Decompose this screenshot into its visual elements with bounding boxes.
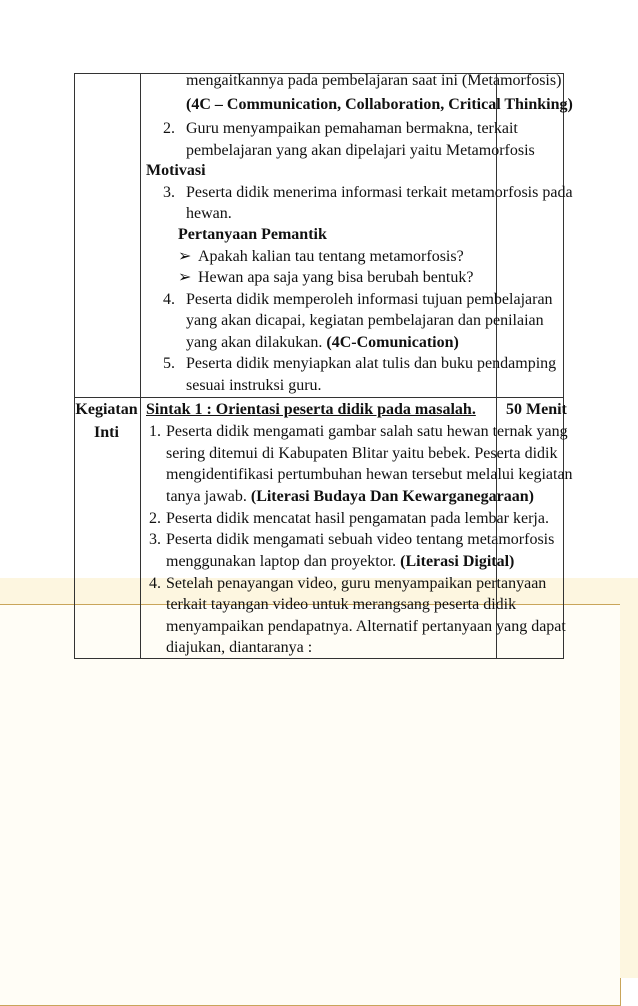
text-line: Peserta didik memperoleh informasi tujuan pembelajaran (186, 291, 553, 308)
arrow-bullet-icon: ➢ (178, 269, 192, 286)
text-line: terkait tayangan video untuk merangsang peserta didik (166, 596, 517, 613)
list-number: 4. (149, 575, 161, 592)
arrow-bullet-icon: ➢ (178, 248, 192, 265)
text-line (186, 335, 459, 351)
row-label-kegiatan: Kegiatan (75, 401, 138, 418)
background-frame (0, 604, 621, 1006)
duration-label: 50 Menit (506, 401, 567, 418)
text-span: yang akan dilakukan. (186, 334, 323, 351)
text-line (166, 489, 534, 505)
text-line: mengidentifikasi pertumbuhan hewan tersebut melalui kegiatan (166, 466, 573, 483)
text-line: sering ditemui di Kabupaten Blitar yaitu bebek. Peserta didik (166, 445, 558, 462)
text-line: Guru menyampaikan pemahaman bermakna, terkait (186, 120, 518, 137)
text-line (166, 554, 514, 570)
text-line: sesuai instruksi guru. (186, 377, 322, 394)
text-line: Peserta didik mengamati gambar salah satu hewan ternak yang (166, 423, 568, 440)
sintak-heading: Sintak 1 : Orientasi peserta didik pada masalah. (146, 401, 476, 418)
text-span: tanya jawab. (166, 488, 247, 505)
text-span-bold: (Literasi Budaya Dan Kewarganegaraan) (250, 488, 534, 505)
text-line: Peserta didik mencatat hasil pengamatan pada lembar kerja. (166, 510, 549, 527)
row-label-inti: Inti (94, 424, 119, 441)
question-item: Apakah kalian tau tentang metamorfosis? (198, 248, 464, 265)
question-item: Hewan apa saja yang bisa berubah bentuk? (198, 269, 474, 286)
text-line: Setelah penayangan video, guru menyampaikan pertanyaan (166, 575, 547, 592)
text-span-bold: (Literasi Digital) (400, 553, 515, 570)
text-line: yang akan dicapai, kegiatan pembelajaran dan penilaian (186, 312, 544, 329)
text-line: Peserta didik menerima informasi terkait metamorfosis pada (186, 184, 573, 201)
text-line-bold: (4C – Communication, Collaboration, Critical Thinking) (186, 96, 573, 113)
list-number: 2. (149, 510, 161, 527)
text-line: Peserta didik menyiapkan alat tulis dan buku pendamping (186, 355, 557, 372)
section-heading-pemantik: Pertanyaan Pemantik (178, 226, 327, 243)
text-span-bold: (4C-Comunication) (326, 334, 459, 351)
section-heading-motivasi: Motivasi (146, 162, 206, 179)
text-line: pembelajaran yang akan dipelajari yaitu Metamorfosis (186, 142, 535, 159)
text-line: Peserta didik mengamati sebuah video tentang metamorfosis (166, 531, 555, 548)
list-number: 4. (163, 291, 175, 308)
background-frame-edge (620, 578, 638, 978)
list-number: 3. (163, 184, 175, 201)
list-number: 1. (149, 423, 161, 440)
text-line: menyampaikan pendapatnya. Alternatif pertanyaan yang dapat (166, 618, 566, 635)
cell-opening-label (75, 74, 141, 398)
text-line: diajukan, diantaranya : (166, 639, 313, 656)
text-line: mengaitkannya pada pembelajaran saat ini (Metamorfosis) (186, 72, 562, 89)
list-number: 2. (163, 120, 175, 137)
text-line: hewan. (186, 205, 232, 222)
list-number: 3. (149, 531, 161, 548)
list-number: 5. (163, 355, 175, 372)
text-span: menggunakan laptop dan proyektor. (166, 553, 397, 570)
